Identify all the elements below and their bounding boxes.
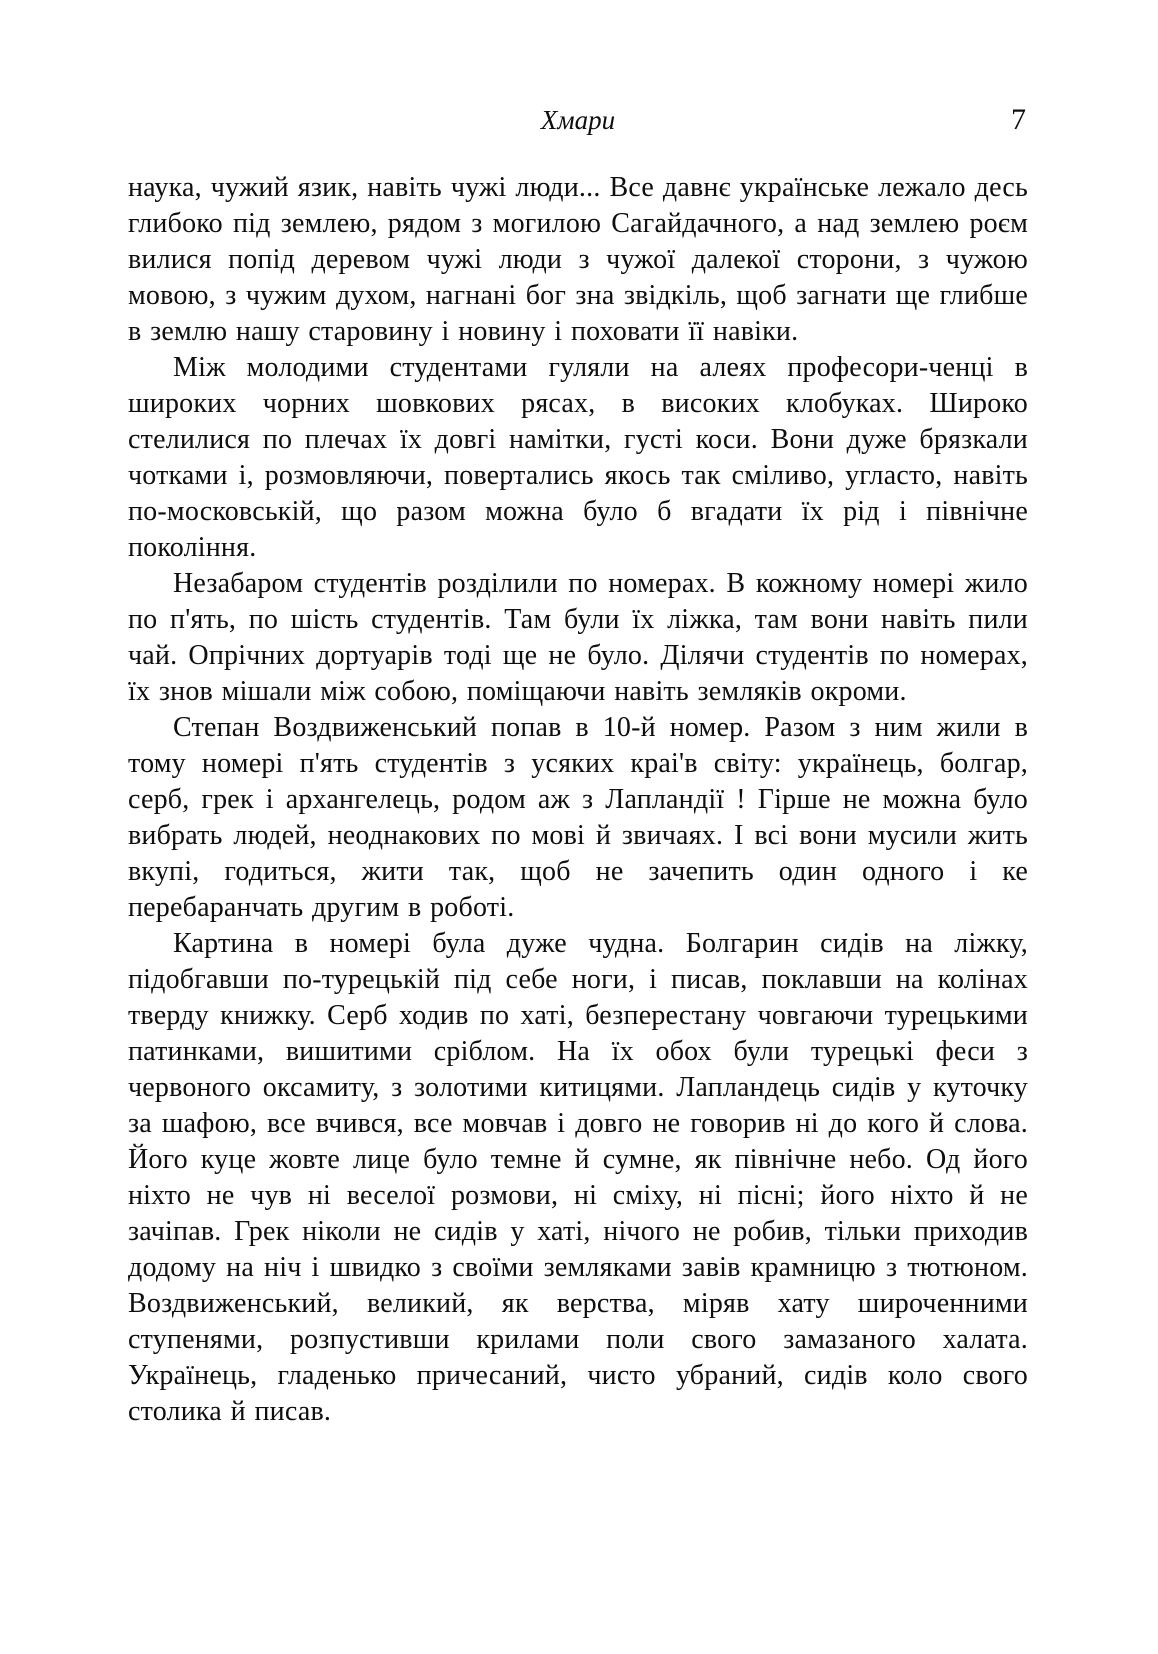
paragraph-1: наука, чужий язик, навіть чужі люди... Все давнє українське лежало десь глибоко під землею, рядом з могилою Сагайдачного, а над землею роєм вилися попід деревом чужі люди з чужої далекої сторони, з чужою мовою, з чужим духом, нагнані бог зна звідкіль, щоб загнати ще глибше в землю нашу старовину і новину і поховати її навіки. xyxy=(128,172,1028,347)
paragraph-4: Степан Воздвиженський попав в 10-й номер. Разом з ним жили в тому номері п'ять студентів з усяких краі'в світу: українець, болгар, серб, грек і архангелець, родом аж з Лапландії ! Гірше не можна було вибрать людей, неоднакових по мові й звичаях. І всі вони мусили жить вкупі, годиться, жити так, щоб не зачепить один одного і ке перебаранчать другим в роботі. xyxy=(128,712,1028,923)
paragraph-5: Картина в номері була дуже чудна. Болгарин сидів на ліжку, підобгавши по-турецькій під себе ноги, і писав, поклавши на колінах тверду книжку. Серб ходив по хаті, безперестану човгаючи турецькими патинками, вишитими сріблом. На їх обох були турецькі феси з червоного оксамиту, з золотими китицями. Лапландець сидів у куточку за шафою, все вчився, все мовчав і довго не говорив ні до кого й слова. Його куце жовте лице було темне й сумне, як північне небо. Од його ніхто не чув ні веселої розмови, ні сміху, ні пісні; його ніхто й не зачіпав. Грек ніколи не сидів у хаті, нічого не робив, тільки приходив додому на ніч і швидко з своїми земляками завів крамницю з тютюном. Воздвиженський, великий, як верства, міряв хату широченними ступенями, розпустивши крилами поли свого замазаного халата. Українець, гладенько причесаний, чисто убраний, сидів коло свого столика й писав. xyxy=(128,928,1028,1427)
page-body xyxy=(128,170,1028,1430)
page-header xyxy=(128,98,1028,142)
paragraph-3: Незабаром студентів розділили по номерах. В кожному номері жило по п'ять, по шість студентів. Там були їх ліжка, там вони навіть пили чай. Опрічних дортуарів тоді ще не було. Ділячи студентів по номерах, їх знов мішали між собою, поміщаючи навіть земляків окроми. xyxy=(128,568,1028,707)
page-number: 7 xyxy=(1011,103,1026,136)
running-title: Хмари xyxy=(540,105,616,135)
paragraph-2: Між молодими студентами гуляли на алеях професори-ченці в широких чорних шовкових рясах, в високих клобуках. Широко стелилися по плечах їх довгі намітки, густі коси. Вони дуже брязкали чотками і, розмовляючи, повертались якось так сміливо, угласто, навіть по-московській, що разом можна було б вгадати їх рід і північне покоління. xyxy=(128,352,1028,563)
